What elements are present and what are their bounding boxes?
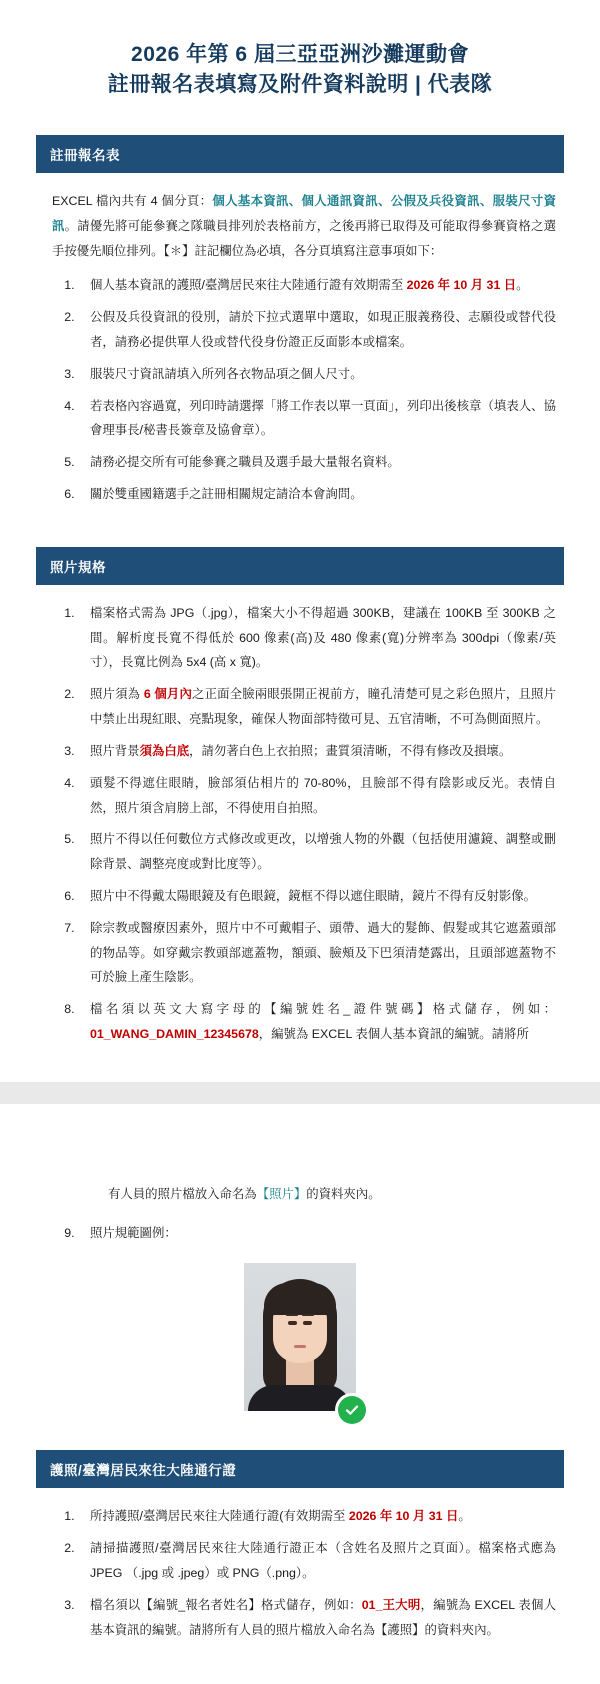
list-item-text: 檔名須以英文大寫字母的【編號姓名_證件號碼】格式儲存，例如： <box>90 1002 556 1017</box>
page-break-gap <box>0 1082 600 1104</box>
page-title <box>0 0 600 101</box>
list-item <box>78 273 556 298</box>
section-heading-registration-form: 註冊報名表 <box>36 135 564 173</box>
list-item <box>78 601 556 675</box>
section-heading-passport: 護照/臺灣居民來往大陸通行證 <box>36 1450 564 1488</box>
list-item <box>78 771 556 821</box>
list-item-text: 照片不得以任何數位方式修改或更改，以增強人物的外觀（包括使用濾鏡、調整或刪除背景、調整亮度或對比度等）。 <box>90 832 556 872</box>
list-item-text: 個人基本資訊的護照/臺灣居民來往大陸通行證有效期需至 <box>90 278 407 293</box>
list-item-text: 頭髮不得遮住眼睛，臉部須佔相片的 70-80%，且臉部不得有陰影或反光。表情自然，照片須含肩膀上部，不得使用自拍照。 <box>90 775 556 815</box>
portrait-eye-left <box>288 1321 297 1325</box>
list-item <box>78 682 556 732</box>
page-title-line2: 註冊報名表填寫及附件資料說明 | 代表隊 <box>107 73 493 97</box>
check-circle-icon <box>338 1396 366 1424</box>
list-item-highlight: 2026 年 10 月 31 日 <box>406 278 517 293</box>
intro-text-part2: 。請優先將可能參賽之隊職員排列於表格前方，之後再將已取得及可能取得參賽資格之選手按優先順位排列。【＊】註記欄位為必填，各分頁填寫注意事項如下： <box>52 218 557 258</box>
document-page-2 <box>0 1104 600 1684</box>
portrait-fringe <box>264 1283 336 1315</box>
photo-spec-continuation <box>0 1104 600 1207</box>
list-item <box>78 1593 556 1643</box>
list-item-text: 關於雙重國籍選手之註冊相關規定請洽本會詢問。 <box>90 487 363 501</box>
photo-spec-list <box>0 601 600 1047</box>
list-item-text: 若表格內容過寬，列印時請選擇「將工作表以單一頁面」，列印出後核章（填表人、協會理事長/秘書長簽章及協會章）。 <box>90 398 556 438</box>
list-item-tail: ，編號為 EXCEL 表個人基本資訊的編號。請將所 <box>258 1027 529 1041</box>
list-item-tail: ，請勿著白色上衣拍照；畫質須清晰，不得有修改及損壞。 <box>189 743 512 758</box>
list-item-text: 檔名須以【編號_報名者姓名】格式儲存，例如： <box>90 1597 362 1612</box>
list-item <box>78 1504 556 1529</box>
list-item <box>78 997 556 1047</box>
sample-portrait-photo <box>244 1263 356 1411</box>
list-item-highlight: 須為白底 <box>139 743 190 758</box>
list-item <box>78 305 556 355</box>
continuation-text: 有人員的照片檔放入命名為 <box>108 1186 257 1201</box>
list-item-text: 請掃描護照/臺灣居民來往大陸通行證正本（含姓名及照片之頁面）。檔案格式應為 JPEG （.jpg 或 .jpeg）或 PNG（.png）。 <box>90 1541 556 1581</box>
intro-tab-names: 個人基本資訊、個人通訊資訊、公假及兵役資訊、服裝尺寸資訊 <box>52 193 556 233</box>
list-item-text: 公假及兵役資訊的役別，請於下拉式選單中選取，如現正服義務役、志願役或替代役者，請務必提供單人役或替代役身份證正反面影本或檔案。 <box>90 310 556 349</box>
list-item <box>78 916 556 990</box>
list-item <box>78 827 556 877</box>
portrait-mouth <box>294 1345 306 1348</box>
list-item-text: 照片背景 <box>90 743 140 758</box>
list-item <box>78 394 556 444</box>
list-item-text: 請務必提交所有可能參賽之職員及選手最大量報名資料。 <box>90 455 400 470</box>
list-item-tail: 。 <box>458 1509 471 1524</box>
list-item <box>78 450 556 475</box>
list-item-tail: ，編號為 EXCEL 表個人基本資訊的編號。請將所有人員的照片檔放入命名為【護照】的資料夾內。 <box>90 1597 556 1637</box>
registration-form-intro <box>0 173 600 263</box>
continuation-highlight: 【照片】 <box>256 1186 307 1201</box>
list-item-text: 照片須為 <box>90 687 144 702</box>
page-title-line1: 2026 年第 6 屆三亞亞洲沙灘運動會 <box>131 43 469 66</box>
intro-text-part1: EXCEL 檔內共有 4 個分頁： <box>52 193 213 208</box>
photo-spec-list-continued <box>0 1221 600 1246</box>
list-item-text: 服裝尺寸資訊請填入所列各衣物品項之個人尺寸。 <box>90 366 363 381</box>
list-item-text: 照片中不得戴太陽眼鏡及有色眼鏡，鏡框不得以遮住眼睛，鏡片不得有反射影像。 <box>90 888 537 903</box>
list-item <box>78 884 556 909</box>
list-item-tail: 。 <box>516 278 529 293</box>
list-item-highlight: 01_王大明 <box>361 1597 421 1612</box>
list-item <box>78 1221 556 1246</box>
list-item <box>78 482 556 507</box>
list-item-text: 所持護照/臺灣居民來往大陸通行證(有效期需至 <box>90 1509 349 1524</box>
list-item <box>78 1536 556 1586</box>
sample-photo-figure <box>0 1263 600 1416</box>
registration-form-list <box>0 273 600 507</box>
list-item-highlight: 2026 年 10 月 31 日 <box>348 1509 459 1524</box>
list-item <box>78 739 556 764</box>
list-item-text: 照片規範圖例： <box>90 1225 177 1240</box>
list-item-text: 檔案格式需為 JPG（.jpg），檔案大小不得超過 300KB，建議在 100KB 至 300KB 之間。解析度長寬不得低於 600 像素(高)及 480 像素(寬)分辨率為 300dpi（像素/英寸），長寬比例為 5x4 (高 x 寬)。 <box>90 605 556 670</box>
list-item-tail: 之正面全臉兩眼張開正視前方，瞳孔清楚可見之彩色照片，且照片中禁止出現紅眼、亮點現象，確保人物面部特徵可見、五官清晰，不可為側面照片。 <box>90 687 556 727</box>
list-item <box>78 362 556 387</box>
portrait-eye-right <box>303 1321 312 1325</box>
section-heading-photo-spec: 照片規格 <box>36 547 564 585</box>
continuation-tail: 的資料夾內。 <box>306 1186 381 1201</box>
portrait-shoulders <box>248 1385 352 1411</box>
list-item-highlight: 6 個月內 <box>143 687 193 702</box>
passport-list <box>0 1504 600 1642</box>
list-item-highlight: 01_WANG_DAMIN_12345678 <box>90 1027 259 1041</box>
list-item-text: 除宗教或醫療因素外，照片中不可戴帽子、頭帶、過大的髮飾、假髮或其它遮蓋頭部的物品等。如穿戴宗教頭部遮蓋物，額頭、臉頰及下巴須清楚露出，且頭部遮蓋物不可於臉上產生陰影。 <box>90 920 556 985</box>
